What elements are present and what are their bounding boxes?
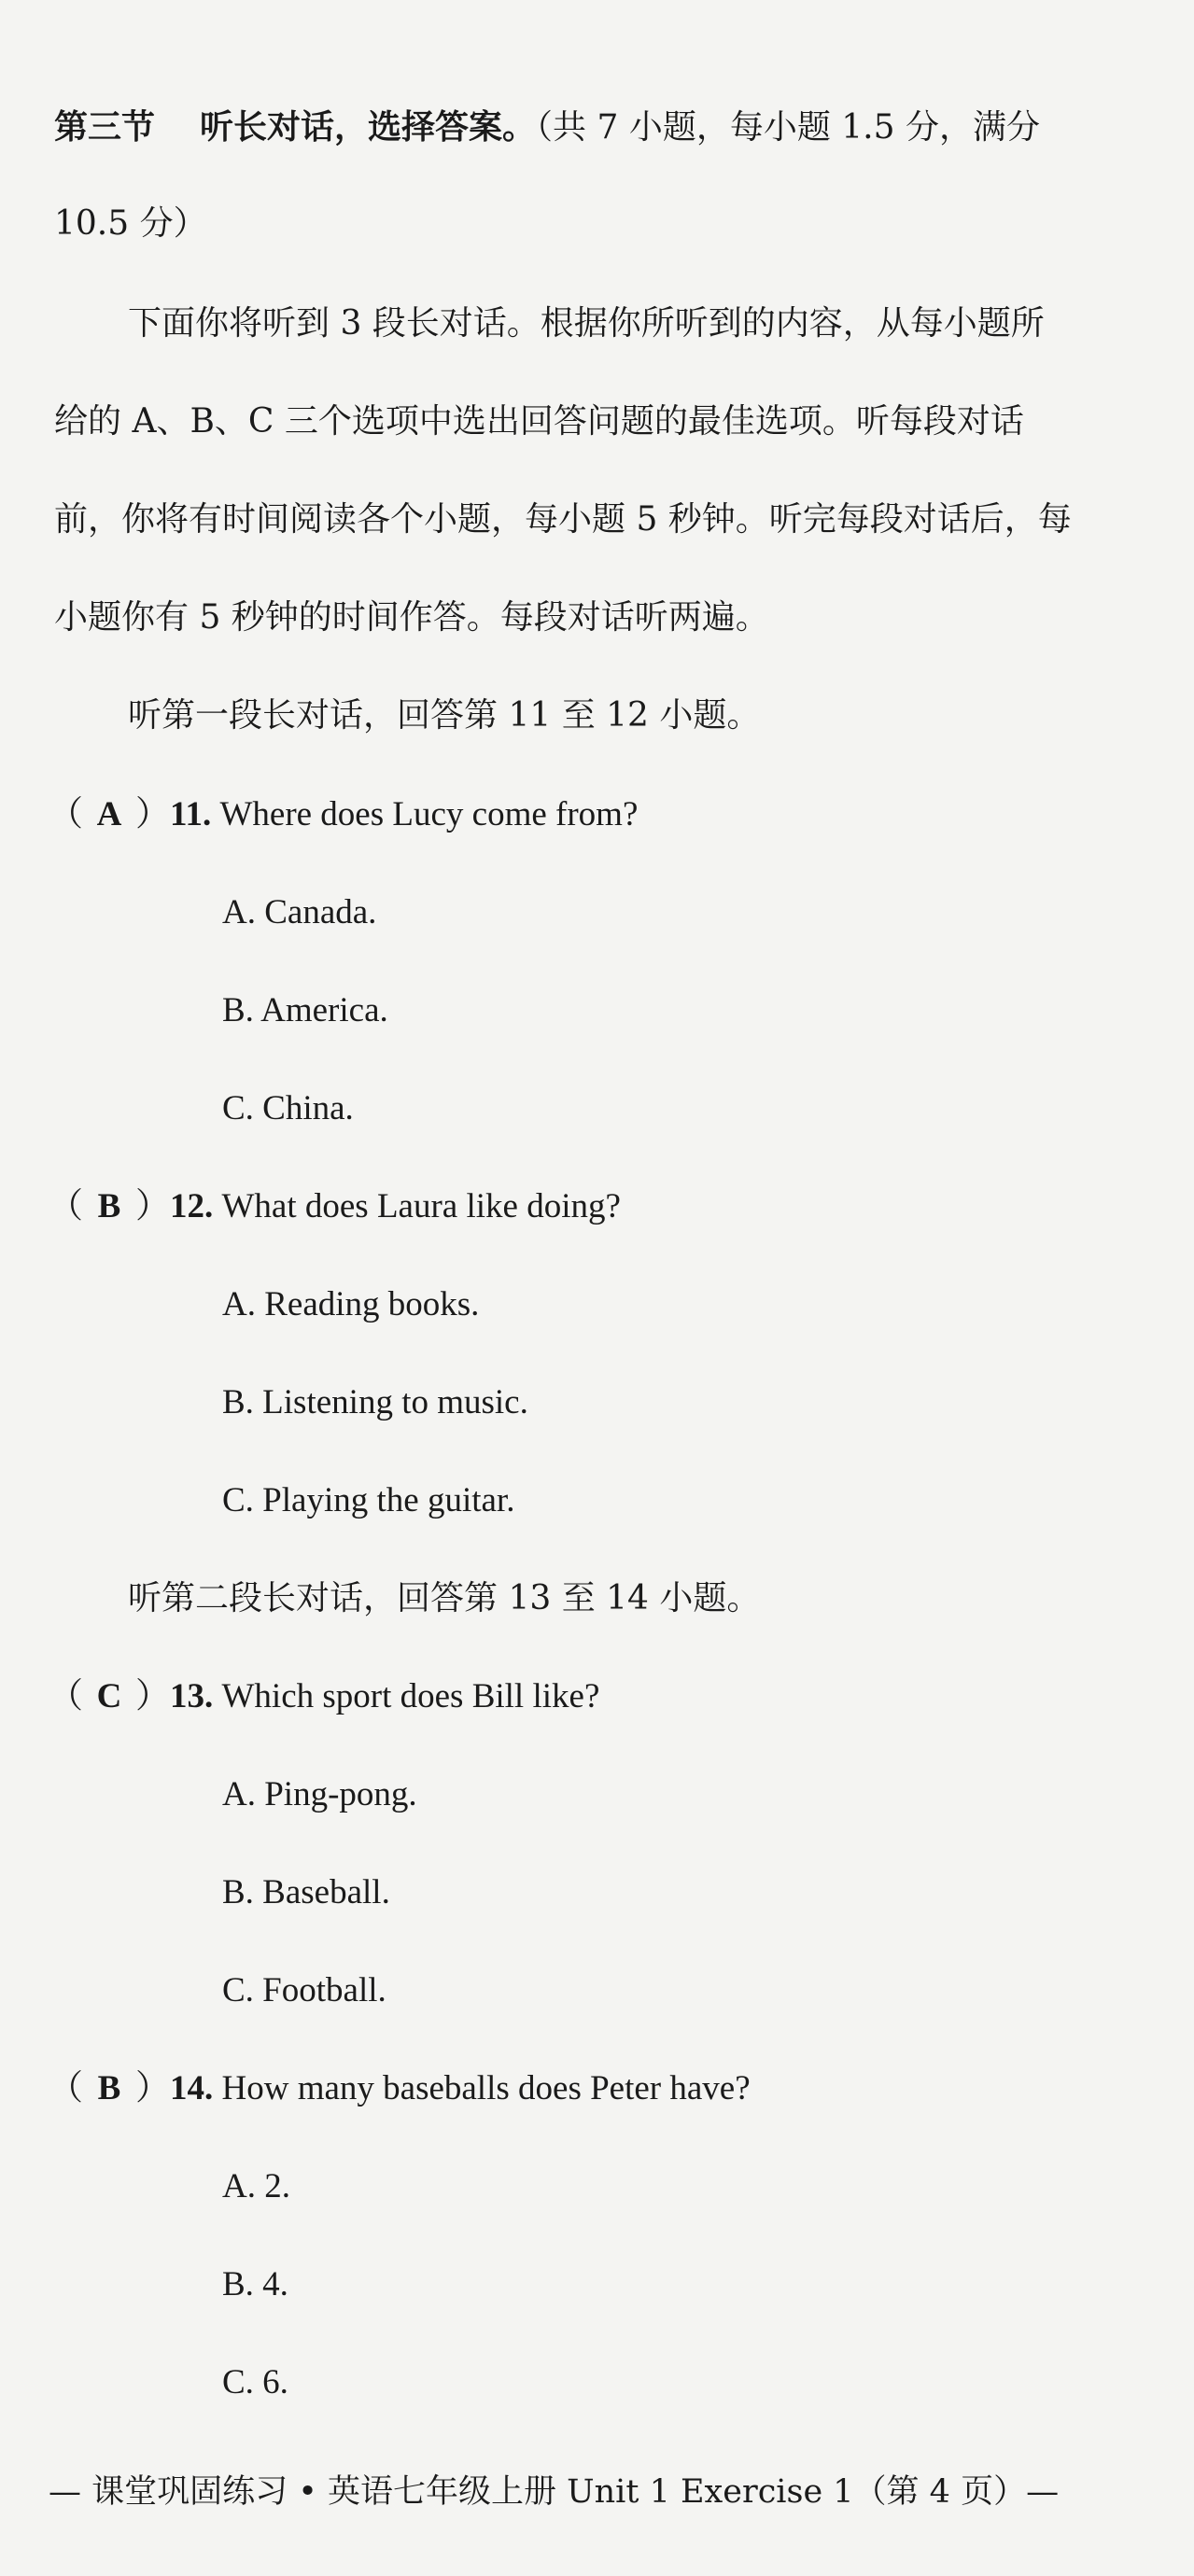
- option-item: A. Ping-pong.: [222, 1775, 417, 1813]
- section-heading: [54, 105, 1040, 151]
- option-item: C. Playing the guitar.: [222, 1481, 515, 1519]
- answer-open-paren: （: [49, 2069, 83, 2107]
- question-item: [49, 791, 638, 838]
- answer-letter: C: [96, 1677, 122, 1715]
- option-item: B. America.: [222, 991, 388, 1029]
- question-item: [49, 1673, 599, 1720]
- option-item: C. 6.: [222, 2363, 288, 2401]
- answer-close-paren: ）: [135, 2069, 170, 2107]
- question-text: Where does Lucy come from?: [219, 795, 639, 833]
- option-item: B. Listening to music.: [222, 1383, 528, 1421]
- question-number: 14.: [170, 2069, 214, 2107]
- question-number: 13.: [170, 1677, 214, 1715]
- option-item: A. 2.: [222, 2167, 290, 2205]
- option-item: C. Football.: [222, 1971, 386, 2009]
- option-item: B. Baseball.: [222, 1873, 390, 1911]
- question-number: 11.: [170, 795, 212, 833]
- answer-letter: B: [97, 2069, 121, 2107]
- option-item: A. Canada.: [222, 893, 377, 931]
- instruction-line: 前，你将有时间阅读各个小题，每小题 5 秒钟。听完每段对话后，每: [54, 500, 1072, 539]
- answer-close-paren: ）: [135, 795, 170, 833]
- instruction-line: 小题你有 5 秒钟的时间作答。每段对话听两遍。: [54, 598, 769, 637]
- answer-open-paren: （: [49, 795, 83, 833]
- answer-close-paren: ）: [135, 1677, 170, 1715]
- answer-open-paren: （: [49, 1677, 83, 1715]
- section-scoring-part2: 10.5 分）: [54, 204, 207, 243]
- dialogue-intro: 听第一段长对话，回答第 11 至 12 小题。: [128, 696, 761, 735]
- section-title: 第三节: [54, 108, 156, 147]
- answer-open-paren: （: [49, 1187, 83, 1225]
- question-text: Which sport does Bill like?: [221, 1677, 600, 1715]
- section-heading-text: 听长对话，选择答案。: [200, 108, 537, 147]
- option-item: B. 4.: [222, 2265, 288, 2303]
- page-footer: — 课堂巩固练习 • 英语七年级上册 Unit 1 Exercise 1（第 4 页）—: [49, 2473, 1060, 2511]
- answer-letter: B: [97, 1187, 121, 1225]
- instruction-line: 下面你将听到 3 段长对话。根据你所听到的内容，从每小题所: [128, 304, 1045, 343]
- question-item: [49, 2065, 751, 2112]
- dialogue-intro: 听第二段长对话，回答第 13 至 14 小题。: [128, 1579, 761, 1617]
- question-number: 12.: [170, 1187, 214, 1225]
- answer-close-paren: ）: [135, 1187, 170, 1225]
- answer-letter: A: [96, 795, 122, 833]
- instruction-line: 给的 A、B、C 三个选项中选出回答问题的最佳选项。听每段对话: [54, 402, 1024, 441]
- question-text: How many baseballs does Peter have?: [221, 2069, 751, 2107]
- question-text: What does Laura like doing?: [221, 1187, 621, 1225]
- option-item: C. China.: [222, 1089, 354, 1127]
- option-item: A. Reading books.: [222, 1285, 480, 1323]
- question-item: [49, 1183, 621, 1230]
- section-scoring-part1: （共 7 小题，每小题 1.5 分，满分: [536, 108, 1040, 147]
